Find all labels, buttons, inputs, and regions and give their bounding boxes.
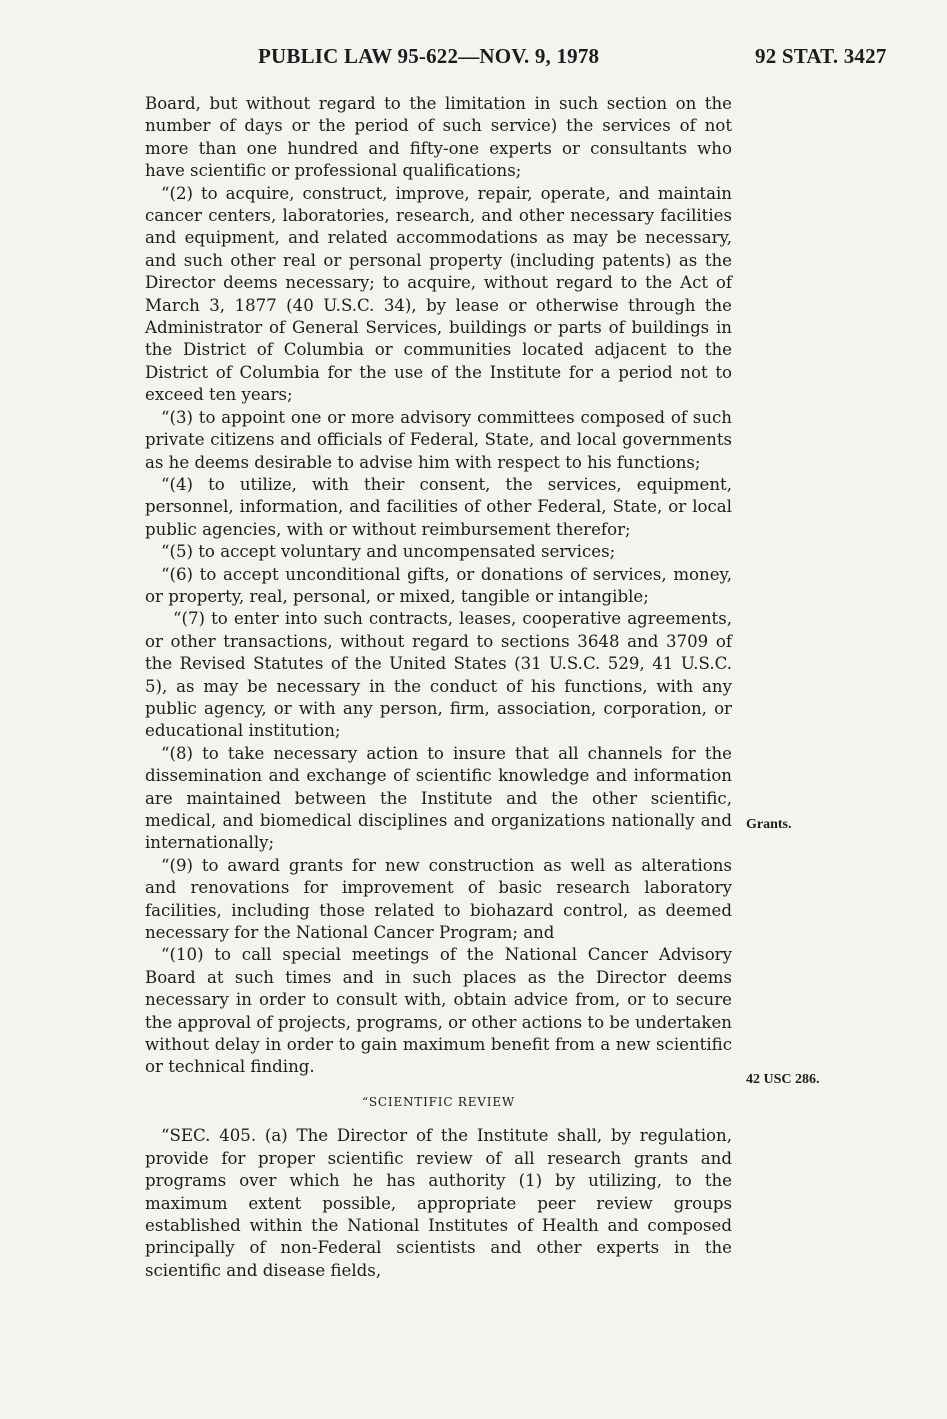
paragraph-item-7: “(7) to enter into such contracts, leases, cooperative agreements, or other transactions, without regard to sections 3648 and 3709 of the Revised Statutes of the United States (31 U.S.C. 529, 41 U.S.C. 5), as may be necessary in the conduct of his functions, with any public agency, or with any person, firm, association, corporation, or educational institution; (145, 609, 732, 741)
paragraph-continuation: Board, but without regard to the limitation in such section on the number of days or the period of such service) the services of not more than one hundred and fifty-one experts or consultants who have scientific or professional qualifications; (145, 94, 732, 181)
paragraph-item-5: “(5) to accept voluntary and uncompensated services; (161, 542, 616, 562)
margin-note-usc: 42 USC 286. (746, 1072, 820, 1087)
paragraph-item-3: “(3) to appoint one or more advisory committees composed of such private citizens and officials of Federal, State, and local governments as he deems desirable to advise him with respect to his functions; (145, 407, 732, 472)
paragraph-item-2: “(2) to acquire, construct, improve, repair, operate, and maintain cancer centers, laboratories, research, and other necessary facilities and equipment, and related accommodations as may be necessary, and such other real or personal property (including patents) as the Director deems necessary; to acquire, without regard to the Act of March 3, 1877 (40 U.S.C. 34), by lease or otherwise through the Administrator of General Services, buildings or parts of buildings in the District of Columbia or communities located adjacent to the District of Columbia for the use of the Institute for a period not to exceed ten years; (145, 183, 732, 405)
section-heading: “SCIENTIFIC REVIEW (361, 1094, 516, 1109)
header-stat-citation: 92 STAT. 3427 (755, 44, 887, 68)
paragraph-item-9: “(9) to award grants for new construction as well as alterations and renovations for improvement of basic research laboratory facilities, including those related to biohazard control, as deemed necessary for the National Cancer Program; and (145, 855, 732, 943)
margin-note-grants: Grants. (746, 817, 792, 832)
paragraph-item-4: “(4) to utilize, with their consent, the services, equipment, personnel, information, and facilities of other Federal, State, or local public agencies, with or without reimbursement therefor; (145, 474, 732, 539)
header-title: PUBLIC LAW 95-622—NOV. 9, 1978 (258, 44, 600, 68)
section-405-paragraph: “SEC. 405. (a) The Director of the Institute shall, by regulation, provide for proper scientific review of all research grants and programs over which he has authority (1) by utilizing, to the maximum extent possible, appropriate peer review groups established within the National Institutes of Health and composed principally of non-Federal scientists and other experts in the scientific and disease fields, (145, 1126, 732, 1280)
body-text (145, 93, 732, 1282)
paragraph-item-6: “(6) to accept unconditional gifts, or donations of services, money, or property, real, personal, or mixed, tangible or intangible; (145, 564, 732, 606)
paragraph-item-10: “(10) to call special meetings of the National Cancer Advisory Board at such times and in such places as the Director deems necessary in order to consult with, obtain advice from, or to secure the approval of projects, programs, or other actions to be undertaken without delay in order to gain maximum benefit from a new scientific or technical finding. (145, 945, 732, 1077)
paragraph-item-8: “(8) to take necessary action to insure that all channels for the dissemination and exchange of scientific knowledge and information are maintained between the Institute and the other scientific, medical, and biomedical disciplines and organizations nationally and internationally; (145, 743, 732, 853)
